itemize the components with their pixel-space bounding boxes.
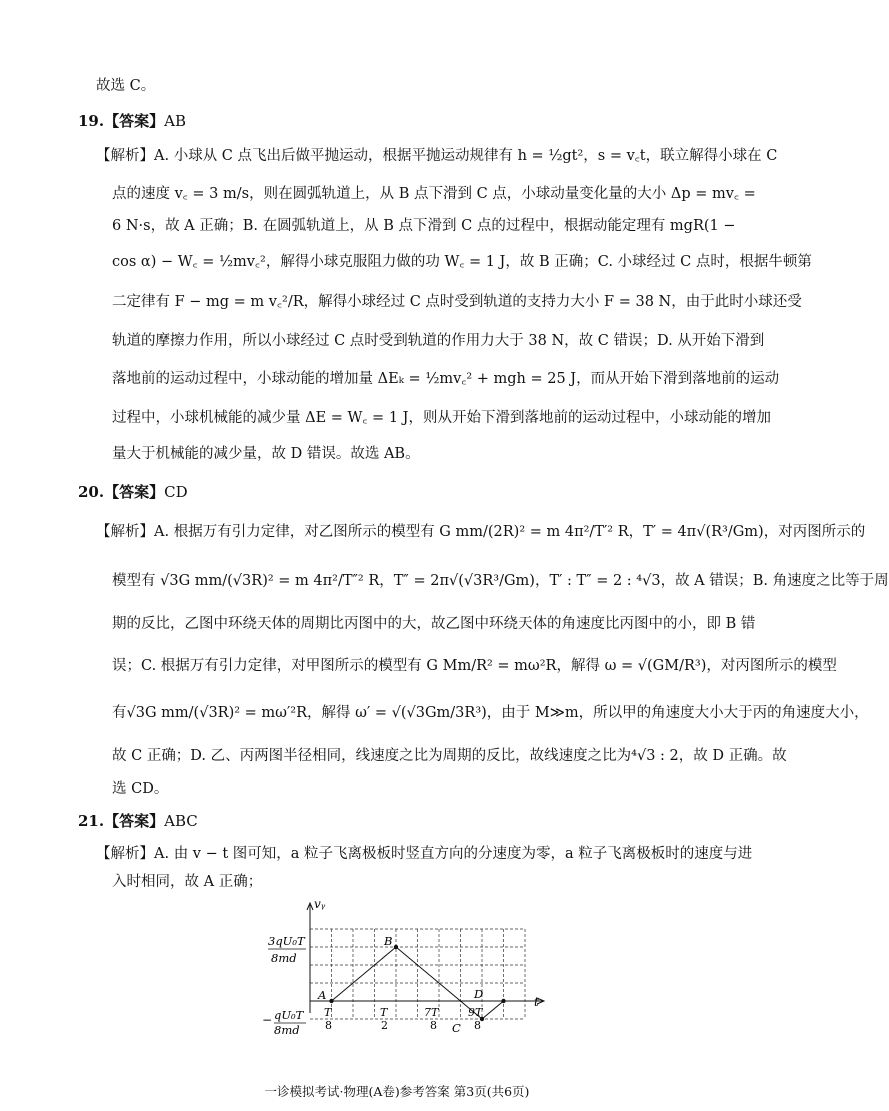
y-bottom-numerator: qU₀T xyxy=(274,1008,304,1022)
tick-label-t2-numer: T xyxy=(380,1006,388,1019)
q19-line-4: cos α) − W꜀ = ½mv꜀²，解得小球克服阻力做的功 W꜀ = 1 J，故 B 正确；C. 小球经过 C 点时，根据牛顿第 xyxy=(112,254,812,270)
q21-line-1: 【解析】A. 由 v − t 图可知，a 粒子飞离极板时竖直方向的分速度为零，a 粒子飞离极板时的速度与进 xyxy=(96,846,753,862)
q19-line-3: 6 N·s，故 A 正确；B. 在圆弧轨道上，从 B 点下滑到 C 点的过程中，根据动能定理有 mgR(1 − xyxy=(112,218,736,234)
tick-label-9t8-numer: 9T xyxy=(468,1006,483,1019)
point-label-b: B xyxy=(384,934,393,948)
point-b xyxy=(394,945,398,949)
y-bottom-sign: − xyxy=(262,1013,273,1027)
tick-label-t8-denom: 8 xyxy=(325,1019,332,1032)
q20-line-3: 期的反比，乙图中环绕天体的周期比丙图中的大，故乙图中环绕天体的角速度比丙图中的小，即 B 错 xyxy=(112,616,756,632)
q20-line-7: 选 CD。 xyxy=(112,781,169,797)
tick-label-t8-numer: T xyxy=(324,1006,332,1019)
q20-line-1: 【解析】A. 根据万有引力定律，对乙图所示的模型有 G mm/(2R)² = m 4π²/T′² R，T′ = 4π√(R³/Gm)，对丙图所示的 xyxy=(96,524,866,540)
q20-line-4: 误；C. 根据万有引力定律，对甲图所示的模型有 G Mm/R² = mω²R，解得 ω = √(GM/R³)，对丙图所示的模型 xyxy=(112,658,837,674)
q21-label: 21.【答案】 xyxy=(78,812,165,830)
q21-line-2: 入时相同，故 A 正确； xyxy=(112,874,263,890)
q21-header xyxy=(78,810,198,831)
q19-line-8: 过程中，小球机械能的减少量 ΔE = W꜀ = 1 J，则从开始下滑到落地前的运动过程中，小球动能的增加 xyxy=(112,410,771,426)
tick-label-7t8-denom: 8 xyxy=(430,1019,437,1032)
page-footer: 一诊模拟考试·物理(A卷)参考答案 第3页(共6页) xyxy=(264,1084,530,1099)
q20-header xyxy=(78,481,188,502)
q20-line-2: 模型有 √3G mm/(√3R)² = m 4π²/T″² R，T″ = 2π√(√3R³/Gm)，T′ : T″ = 2 : ⁴√3，故 A 错误；B. 角速度之比等于周 xyxy=(112,573,889,589)
q19-line-9: 量大于机械能的减少量，故 D 错误。故选 AB。 xyxy=(112,446,420,462)
x-axis-label: t xyxy=(534,995,539,1009)
q19-line-1: 【解析】A. 小球从 C 点飞出后做平抛运动，根据平抛运动规律有 h = ½gt²，s = v꜀t，联立解得小球在 C xyxy=(96,148,778,164)
q20-line-6: 故 C 正确；D. 乙、丙两图半径相同，线速度之比为周期的反比，故线速度之比为⁴√3 : 2，故 D 正确。故 xyxy=(112,748,787,764)
point-d xyxy=(501,999,505,1003)
point-label-a: A xyxy=(318,988,327,1002)
q20-label: 20.【答案】 xyxy=(78,483,165,501)
q19-header xyxy=(78,110,186,131)
q20-answer: CD xyxy=(164,483,188,501)
q21-answer: ABC xyxy=(164,812,198,830)
y-bottom-denominator: 8md xyxy=(274,1023,300,1037)
q19-line-5: 二定律有 F − mg = m v꜀²/R，解得小球经过 C 点时受到轨道的支持力大小 F = 38 N，由于此时小球还受 xyxy=(112,294,802,310)
tick-label-9t8-denom: 8 xyxy=(474,1019,481,1032)
y-top-denominator: 8md xyxy=(271,951,297,965)
y-top-numerator: 3qU₀T xyxy=(268,934,305,948)
vt-graph xyxy=(262,895,552,1035)
q19-line-7: 落地前的运动过程中，小球动能的增加量 ΔEₖ = ½mv꜀² + mgh = 25 J，而从开始下滑到落地前的运动 xyxy=(112,371,780,387)
y-axis-label: vᵧ xyxy=(314,897,326,911)
point-label-c: C xyxy=(452,1021,461,1035)
q19-label: 19.【答案】 xyxy=(78,112,165,130)
tick-label-t2-denom: 2 xyxy=(381,1019,388,1032)
tick-label-7t8-numer: 7T xyxy=(424,1006,439,1019)
q20-line-5: 有√3G mm/(√3R)² = mω′²R，解得 ω′ = √(√3Gm/3R³)，由于 M≫m，所以甲的角速度大小大于丙的角速度大小， xyxy=(112,705,869,721)
q19-answer: AB xyxy=(164,112,186,130)
point-label-d: D xyxy=(474,987,484,1001)
graph-grid xyxy=(310,929,525,1019)
q19-line-2: 点的速度 v꜀ = 3 m/s，则在圆弧轨道上，从 B 点下滑到 C 点，小球动量变化量的大小 Δp = mv꜀ = xyxy=(112,186,756,202)
graph-axes xyxy=(307,903,544,1013)
q19-line-6: 轨道的摩擦力作用，所以小球经过 C 点时受到轨道的作用力大于 38 N，故 C 错误；D. 从开始下滑到 xyxy=(112,333,765,349)
point-a xyxy=(329,999,333,1003)
q18-conclusion: 故选 C。 xyxy=(96,78,156,94)
